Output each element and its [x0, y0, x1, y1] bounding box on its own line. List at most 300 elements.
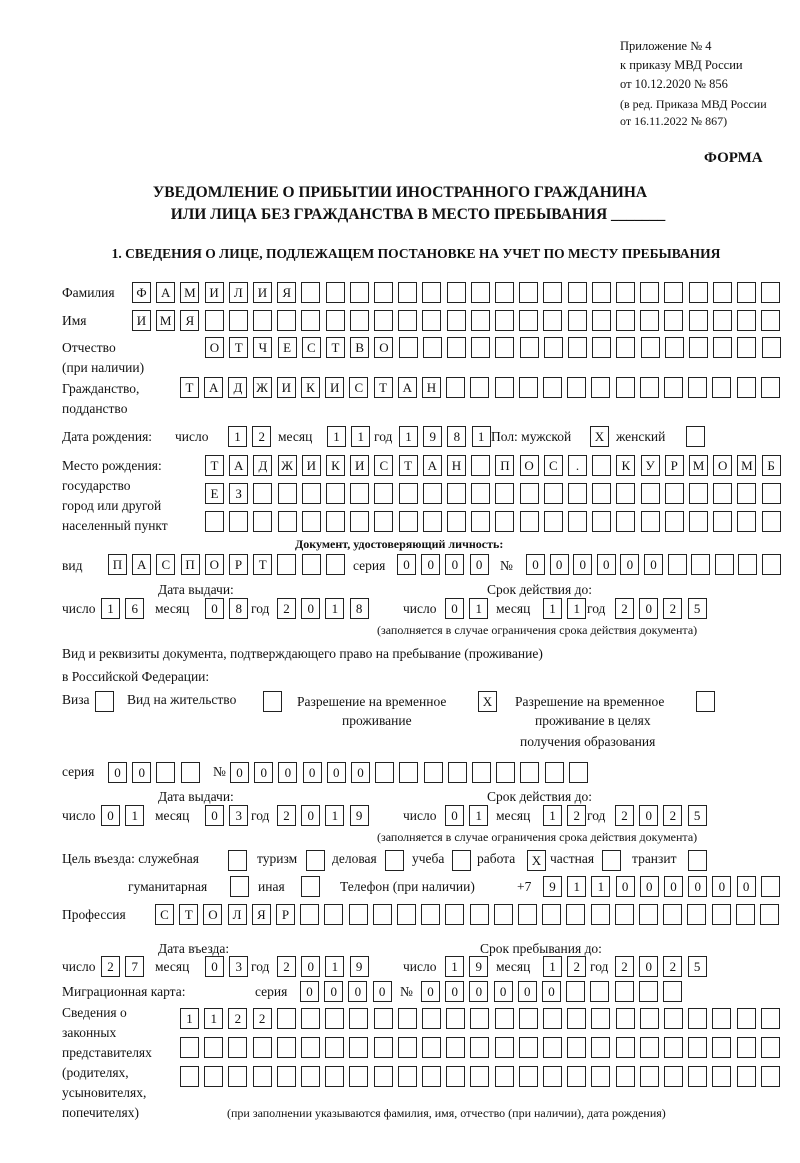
citizenship-cell[interactable]: Т [374, 377, 393, 398]
profession-cell[interactable] [760, 904, 779, 925]
birthplace-3-cell[interactable] [205, 511, 224, 532]
profession-cell[interactable] [639, 904, 658, 925]
surname-cell[interactable] [616, 282, 635, 303]
birthplace-1-cell[interactable]: К [616, 455, 635, 476]
citizenship-cell[interactable] [543, 377, 562, 398]
id-valid-year-cell[interactable]: 2 [615, 598, 634, 619]
name-cell[interactable] [495, 310, 514, 331]
surname-cell[interactable]: Ф [132, 282, 151, 303]
reps-2-cell[interactable] [664, 1037, 683, 1058]
rd-issue-month-cell[interactable]: 3 [229, 805, 248, 826]
birthplace-3-cell[interactable] [302, 511, 321, 532]
mc-number-cell[interactable]: 0 [518, 981, 537, 1002]
birthplace-3-cell[interactable] [229, 511, 248, 532]
birthplace-1-cell[interactable]: Р [665, 455, 684, 476]
patronymic-cell[interactable] [616, 337, 635, 358]
birthplace-3-cell[interactable] [253, 511, 272, 532]
p-transit-cell[interactable] [688, 850, 707, 871]
profession-cell[interactable]: Т [179, 904, 198, 925]
phone-cell[interactable]: 1 [591, 876, 610, 897]
reps-2-cell[interactable] [325, 1037, 344, 1058]
birthplace-2-cell[interactable]: З [229, 483, 248, 504]
id-issue-day-cell[interactable]: 6 [125, 598, 144, 619]
entry-month-cell[interactable]: 0 [205, 956, 224, 977]
surname-cell[interactable] [761, 282, 780, 303]
reps-2-cell[interactable] [374, 1037, 393, 1058]
profession-cell[interactable] [445, 904, 464, 925]
trp-cell[interactable]: X [478, 691, 497, 712]
entry-day-cell[interactable]: 7 [125, 956, 144, 977]
citizenship-cell[interactable] [664, 377, 683, 398]
birthplace-2-cell[interactable] [253, 483, 272, 504]
rd-issue-day-cell[interactable]: 0 [101, 805, 120, 826]
profession-cell[interactable] [421, 904, 440, 925]
reps-3-cell[interactable] [204, 1066, 223, 1087]
p-tourism-cell[interactable] [306, 850, 325, 871]
id-issue-day-cell[interactable]: 1 [101, 598, 120, 619]
reps-1-cell[interactable] [519, 1008, 538, 1029]
birthplace-3-cell[interactable] [665, 511, 684, 532]
patronymic-cell[interactable] [423, 337, 442, 358]
reps-2-cell[interactable] [688, 1037, 707, 1058]
surname-cell[interactable]: Л [229, 282, 248, 303]
profession-cell[interactable] [494, 904, 513, 925]
reps-3-cell[interactable] [374, 1066, 393, 1087]
reps-3-cell[interactable] [422, 1066, 441, 1087]
reps-2-cell[interactable] [422, 1037, 441, 1058]
birthplace-2-cell[interactable] [326, 483, 345, 504]
id-number-cell[interactable] [738, 554, 757, 575]
phone-cell[interactable]: 0 [737, 876, 756, 897]
reps-1-cell[interactable] [591, 1008, 610, 1029]
patronymic-cell[interactable]: Е [278, 337, 297, 358]
mc-series-cell[interactable]: 0 [348, 981, 367, 1002]
birthplace-1-cell[interactable]: К [326, 455, 345, 476]
reps-2-cell[interactable] [761, 1037, 780, 1058]
reps-3-cell[interactable] [591, 1066, 610, 1087]
id-number-cell[interactable]: 0 [550, 554, 569, 575]
id-valid-year-cell[interactable]: 5 [688, 598, 707, 619]
profession-cell[interactable] [687, 904, 706, 925]
profession-cell[interactable] [397, 904, 416, 925]
patronymic-cell[interactable] [544, 337, 563, 358]
name-cell[interactable] [664, 310, 683, 331]
mc-number-cell[interactable]: 0 [445, 981, 464, 1002]
patronymic-cell[interactable]: Ч [253, 337, 272, 358]
citizenship-cell[interactable] [712, 377, 731, 398]
birthplace-2-cell[interactable] [544, 483, 563, 504]
reps-2-cell[interactable] [228, 1037, 247, 1058]
id-number-cell[interactable]: 0 [597, 554, 616, 575]
reps-2-cell[interactable] [180, 1037, 199, 1058]
name-cell[interactable] [761, 310, 780, 331]
birthplace-3-cell[interactable] [350, 511, 369, 532]
id-number-cell[interactable] [715, 554, 734, 575]
birthplace-2-cell[interactable] [278, 483, 297, 504]
citizenship-cell[interactable] [688, 377, 707, 398]
surname-cell[interactable]: Я [277, 282, 296, 303]
phone-cell[interactable]: 0 [640, 876, 659, 897]
id-issue-year-cell[interactable]: 1 [325, 598, 344, 619]
citizenship-cell[interactable] [446, 377, 465, 398]
rd-series-cell[interactable]: 0 [108, 762, 127, 783]
surname-cell[interactable] [689, 282, 708, 303]
surname-cell[interactable] [519, 282, 538, 303]
id-issue-year-cell[interactable]: 2 [277, 598, 296, 619]
birthplace-3-cell[interactable] [471, 511, 490, 532]
profession-cell[interactable] [591, 904, 610, 925]
id-valid-day-cell[interactable]: 1 [469, 598, 488, 619]
birthplace-1-cell[interactable]: С [374, 455, 393, 476]
reps-1-cell[interactable] [446, 1008, 465, 1029]
reps-2-cell[interactable] [301, 1037, 320, 1058]
reps-2-cell[interactable] [495, 1037, 514, 1058]
reps-3-cell[interactable] [349, 1066, 368, 1087]
mc-number-cell[interactable]: 0 [421, 981, 440, 1002]
mc-number-cell[interactable] [639, 981, 658, 1002]
birthplace-1-cell[interactable] [592, 455, 611, 476]
mc-number-cell[interactable]: 0 [469, 981, 488, 1002]
stay-month-cell[interactable]: 2 [567, 956, 586, 977]
p-private-cell[interactable] [602, 850, 621, 871]
profession-cell[interactable] [542, 904, 561, 925]
reps-2-cell[interactable] [567, 1037, 586, 1058]
surname-cell[interactable]: М [180, 282, 199, 303]
rd-number-cell[interactable] [399, 762, 418, 783]
rd-valid-year-cell[interactable]: 5 [688, 805, 707, 826]
surname-cell[interactable] [422, 282, 441, 303]
reps-2-cell[interactable] [543, 1037, 562, 1058]
patronymic-cell[interactable]: О [205, 337, 224, 358]
birthplace-3-cell[interactable] [762, 511, 781, 532]
birthplace-1-cell[interactable]: М [737, 455, 756, 476]
citizenship-cell[interactable]: Н [422, 377, 441, 398]
id-kind-cell[interactable]: С [156, 554, 175, 575]
stay-year-cell[interactable]: 2 [663, 956, 682, 977]
birthplace-3-cell[interactable] [399, 511, 418, 532]
birthplace-2-cell[interactable] [713, 483, 732, 504]
birthplace-3-cell[interactable] [689, 511, 708, 532]
reps-1-cell[interactable] [737, 1008, 756, 1029]
rd-number-cell[interactable] [496, 762, 515, 783]
birthplace-3-cell[interactable] [374, 511, 393, 532]
mc-number-cell[interactable] [615, 981, 634, 1002]
birthplace-3-cell[interactable] [423, 511, 442, 532]
reps-1-cell[interactable] [567, 1008, 586, 1029]
sex-female-cell[interactable] [686, 426, 705, 447]
patronymic-cell[interactable] [399, 337, 418, 358]
reps-3-cell[interactable] [495, 1066, 514, 1087]
reps-3-cell[interactable] [519, 1066, 538, 1087]
birthplace-1-cell[interactable]: С [544, 455, 563, 476]
id-issue-year-cell[interactable]: 0 [301, 598, 320, 619]
id-series-cell[interactable]: 0 [445, 554, 464, 575]
birthplace-2-cell[interactable] [520, 483, 539, 504]
citizenship-cell[interactable]: А [398, 377, 417, 398]
name-cell[interactable]: И [132, 310, 151, 331]
birthplace-1-cell[interactable]: А [423, 455, 442, 476]
citizenship-cell[interactable] [567, 377, 586, 398]
rd-valid-year-cell[interactable]: 2 [615, 805, 634, 826]
rd-number-cell[interactable] [448, 762, 467, 783]
mc-number-cell[interactable] [590, 981, 609, 1002]
reps-2-cell[interactable] [349, 1037, 368, 1058]
id-kind-cell[interactable]: П [108, 554, 127, 575]
patronymic-cell[interactable] [689, 337, 708, 358]
p-work-cell[interactable]: X [527, 850, 546, 871]
name-cell[interactable] [301, 310, 320, 331]
reps-1-cell[interactable] [470, 1008, 489, 1029]
name-cell[interactable] [447, 310, 466, 331]
reps-2-cell[interactable] [398, 1037, 417, 1058]
entry-day-cell[interactable]: 2 [101, 956, 120, 977]
birthplace-3-cell[interactable] [737, 511, 756, 532]
id-valid-month-cell[interactable]: 1 [543, 598, 562, 619]
rd-number-cell[interactable] [424, 762, 443, 783]
citizenship-cell[interactable] [761, 377, 780, 398]
birthplace-2-cell[interactable] [689, 483, 708, 504]
birthplace-1-cell[interactable]: П [495, 455, 514, 476]
p-humanitarian-cell[interactable] [230, 876, 249, 897]
reps-3-cell[interactable] [253, 1066, 272, 1087]
rd-number-cell[interactable] [472, 762, 491, 783]
reps-3-cell[interactable] [277, 1066, 296, 1087]
birthplace-1-cell[interactable] [471, 455, 490, 476]
id-issue-month-cell[interactable]: 8 [229, 598, 248, 619]
birthplace-3-cell[interactable] [520, 511, 539, 532]
birthplace-3-cell[interactable] [641, 511, 660, 532]
id-kind-cell[interactable]: П [181, 554, 200, 575]
entry-year-cell[interactable]: 0 [301, 956, 320, 977]
citizenship-cell[interactable] [470, 377, 489, 398]
birthplace-3-cell[interactable] [495, 511, 514, 532]
rd-valid-month-cell[interactable]: 1 [543, 805, 562, 826]
birthplace-3-cell[interactable] [616, 511, 635, 532]
id-valid-day-cell[interactable]: 0 [445, 598, 464, 619]
surname-cell[interactable]: И [205, 282, 224, 303]
birthplace-1-cell[interactable]: Т [399, 455, 418, 476]
reps-3-cell[interactable] [180, 1066, 199, 1087]
patronymic-cell[interactable] [568, 337, 587, 358]
reps-3-cell[interactable] [712, 1066, 731, 1087]
reps-3-cell[interactable] [688, 1066, 707, 1087]
birthplace-2-cell[interactable] [495, 483, 514, 504]
surname-cell[interactable] [398, 282, 417, 303]
name-cell[interactable]: М [156, 310, 175, 331]
citizenship-cell[interactable] [737, 377, 756, 398]
birthplace-1-cell[interactable]: . [568, 455, 587, 476]
birthplace-2-cell[interactable] [399, 483, 418, 504]
rd-valid-year-cell[interactable]: 2 [663, 805, 682, 826]
rd-number-cell[interactable]: 0 [254, 762, 273, 783]
id-number-cell[interactable] [762, 554, 781, 575]
reps-1-cell[interactable] [374, 1008, 393, 1029]
id-number-cell[interactable] [668, 554, 687, 575]
id-series-cell[interactable]: 0 [397, 554, 416, 575]
reps-1-cell[interactable]: 2 [228, 1008, 247, 1029]
profession-cell[interactable] [615, 904, 634, 925]
name-cell[interactable] [374, 310, 393, 331]
reps-2-cell[interactable] [591, 1037, 610, 1058]
profession-cell[interactable] [712, 904, 731, 925]
birth-year-cell[interactable]: 8 [447, 426, 466, 447]
reps-1-cell[interactable] [422, 1008, 441, 1029]
birthplace-1-cell[interactable]: О [520, 455, 539, 476]
trpe-cell[interactable] [696, 691, 715, 712]
birthplace-3-cell[interactable] [278, 511, 297, 532]
surname-cell[interactable] [713, 282, 732, 303]
sex-male-cell[interactable]: X [590, 426, 609, 447]
name-cell[interactable] [350, 310, 369, 331]
rd-issue-year-cell[interactable]: 9 [350, 805, 369, 826]
reps-2-cell[interactable] [446, 1037, 465, 1058]
rd-issue-month-cell[interactable]: 0 [205, 805, 224, 826]
id-number-cell[interactable]: 0 [526, 554, 545, 575]
surname-cell[interactable]: И [253, 282, 272, 303]
reps-3-cell[interactable] [446, 1066, 465, 1087]
surname-cell[interactable] [326, 282, 345, 303]
name-cell[interactable] [471, 310, 490, 331]
birthplace-2-cell[interactable] [737, 483, 756, 504]
name-cell[interactable] [398, 310, 417, 331]
reps-2-cell[interactable] [712, 1037, 731, 1058]
profession-cell[interactable] [470, 904, 489, 925]
profession-cell[interactable] [663, 904, 682, 925]
name-cell[interactable]: Я [180, 310, 199, 331]
rd-valid-year-cell[interactable]: 0 [639, 805, 658, 826]
name-cell[interactable] [229, 310, 248, 331]
patronymic-cell[interactable]: В [350, 337, 369, 358]
reps-2-cell[interactable] [277, 1037, 296, 1058]
reps-2-cell[interactable] [737, 1037, 756, 1058]
profession-cell[interactable]: С [155, 904, 174, 925]
phone-cell[interactable]: 1 [567, 876, 586, 897]
profession-cell[interactable]: Я [252, 904, 271, 925]
visa-cell[interactable] [95, 691, 114, 712]
id-kind-cell[interactable] [326, 554, 345, 575]
reps-1-cell[interactable] [301, 1008, 320, 1029]
citizenship-cell[interactable]: Ж [253, 377, 272, 398]
reps-2-cell[interactable] [204, 1037, 223, 1058]
reps-1-cell[interactable] [761, 1008, 780, 1029]
reps-1-cell[interactable]: 2 [253, 1008, 272, 1029]
name-cell[interactable] [422, 310, 441, 331]
mc-number-cell[interactable] [566, 981, 585, 1002]
rd-number-cell[interactable] [375, 762, 394, 783]
reps-3-cell[interactable] [398, 1066, 417, 1087]
reps-1-cell[interactable] [640, 1008, 659, 1029]
birthplace-2-cell[interactable] [641, 483, 660, 504]
profession-cell[interactable]: Р [276, 904, 295, 925]
citizenship-cell[interactable]: Д [228, 377, 247, 398]
birthplace-2-cell[interactable]: Е [205, 483, 224, 504]
rd-number-cell[interactable]: 0 [351, 762, 370, 783]
reps-3-cell[interactable] [470, 1066, 489, 1087]
patronymic-cell[interactable] [737, 337, 756, 358]
patronymic-cell[interactable] [665, 337, 684, 358]
profession-cell[interactable] [300, 904, 319, 925]
citizenship-cell[interactable] [495, 377, 514, 398]
patronymic-cell[interactable] [520, 337, 539, 358]
reps-1-cell[interactable] [664, 1008, 683, 1029]
reps-1-cell[interactable] [543, 1008, 562, 1029]
birth-year-cell[interactable]: 1 [472, 426, 491, 447]
citizenship-cell[interactable] [640, 377, 659, 398]
reps-3-cell[interactable] [616, 1066, 635, 1087]
surname-cell[interactable] [568, 282, 587, 303]
reps-3-cell[interactable] [737, 1066, 756, 1087]
mc-series-cell[interactable]: 0 [300, 981, 319, 1002]
reps-3-cell[interactable] [301, 1066, 320, 1087]
surname-cell[interactable] [301, 282, 320, 303]
reps-1-cell[interactable]: 1 [180, 1008, 199, 1029]
birthplace-1-cell[interactable]: Т [205, 455, 224, 476]
rd-issue-year-cell[interactable]: 0 [301, 805, 320, 826]
birthplace-3-cell[interactable] [713, 511, 732, 532]
profession-cell[interactable] [349, 904, 368, 925]
patronymic-cell[interactable]: Т [326, 337, 345, 358]
id-kind-cell[interactable]: О [205, 554, 224, 575]
phone-cell[interactable]: 0 [664, 876, 683, 897]
birth-day-cell[interactable]: 2 [252, 426, 271, 447]
patronymic-cell[interactable] [592, 337, 611, 358]
name-cell[interactable] [689, 310, 708, 331]
birthplace-2-cell[interactable] [423, 483, 442, 504]
id-series-cell[interactable]: 0 [421, 554, 440, 575]
surname-cell[interactable] [640, 282, 659, 303]
surname-cell[interactable] [374, 282, 393, 303]
rd-number-cell[interactable]: 0 [303, 762, 322, 783]
patronymic-cell[interactable] [471, 337, 490, 358]
birthplace-3-cell[interactable] [326, 511, 345, 532]
reps-3-cell[interactable] [761, 1066, 780, 1087]
birthplace-1-cell[interactable]: О [713, 455, 732, 476]
surname-cell[interactable] [495, 282, 514, 303]
birthplace-3-cell[interactable] [568, 511, 587, 532]
birthplace-1-cell[interactable]: Н [447, 455, 466, 476]
birthplace-1-cell[interactable]: И [350, 455, 369, 476]
patronymic-cell[interactable] [495, 337, 514, 358]
phone-cell[interactable] [761, 876, 780, 897]
p-business-cell[interactable] [385, 850, 404, 871]
rd-number-cell[interactable] [569, 762, 588, 783]
birthplace-1-cell[interactable]: У [641, 455, 660, 476]
birthplace-2-cell[interactable] [447, 483, 466, 504]
birthplace-2-cell[interactable] [302, 483, 321, 504]
birthplace-3-cell[interactable] [592, 511, 611, 532]
profession-cell[interactable]: О [203, 904, 222, 925]
surname-cell[interactable] [592, 282, 611, 303]
reps-1-cell[interactable] [616, 1008, 635, 1029]
birthplace-2-cell[interactable] [350, 483, 369, 504]
stay-day-cell[interactable]: 9 [469, 956, 488, 977]
rd-number-cell[interactable] [545, 762, 564, 783]
birth-year-cell[interactable]: 9 [423, 426, 442, 447]
reps-1-cell[interactable] [349, 1008, 368, 1029]
birthplace-1-cell[interactable]: И [302, 455, 321, 476]
reps-3-cell[interactable] [543, 1066, 562, 1087]
reps-1-cell[interactable] [398, 1008, 417, 1029]
stay-day-cell[interactable]: 1 [445, 956, 464, 977]
profession-cell[interactable] [518, 904, 537, 925]
name-cell[interactable] [737, 310, 756, 331]
mc-number-cell[interactable]: 0 [542, 981, 561, 1002]
rd-number-cell[interactable] [520, 762, 539, 783]
birth-year-cell[interactable]: 1 [399, 426, 418, 447]
surname-cell[interactable] [447, 282, 466, 303]
birthplace-3-cell[interactable] [544, 511, 563, 532]
surname-cell[interactable] [543, 282, 562, 303]
